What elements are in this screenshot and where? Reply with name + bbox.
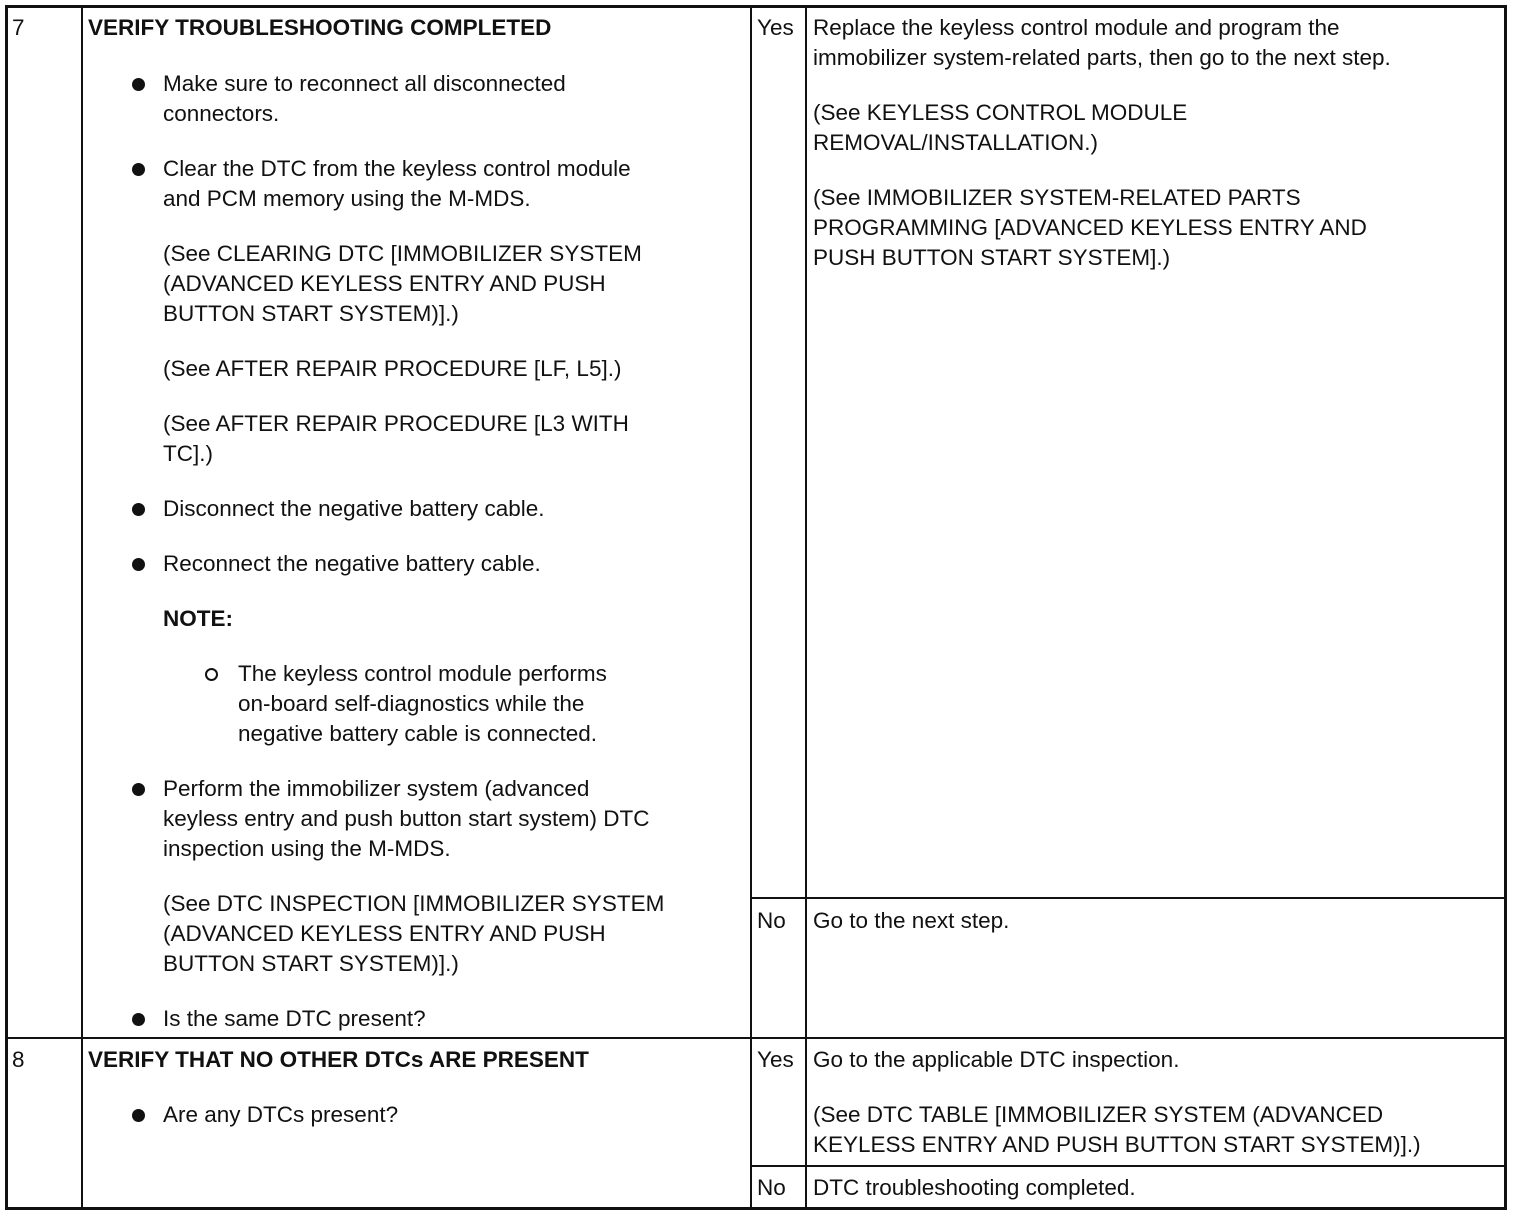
result-text: immobilizer system-related parts, then go to the next step. <box>813 45 1391 70</box>
reference-text: (ADVANCED KEYLESS ENTRY AND PUSH <box>163 921 606 946</box>
reference-text: (See CLEARING DTC [IMMOBILIZER SYSTEM <box>163 241 642 266</box>
answer-label: Yes <box>757 1047 794 1072</box>
action-text: Perform the immobilizer system (advanced <box>163 776 590 801</box>
result-text: (See DTC TABLE [IMMOBILIZER SYSTEM (ADVANCED <box>813 1102 1384 1127</box>
bullet-dot-icon <box>132 503 145 516</box>
reference-text: (See DTC INSPECTION [IMMOBILIZER SYSTEM <box>163 891 665 916</box>
result-text: Go to the next step. <box>813 908 1010 933</box>
result-text: (See KEYLESS CONTROL MODULE <box>813 100 1188 125</box>
bullet-dot-icon <box>132 1109 145 1122</box>
action-text: Reconnect the negative battery cable. <box>163 551 541 576</box>
bullet-dot-icon <box>132 558 145 571</box>
action-text: inspection using the M-MDS. <box>163 836 451 861</box>
bullet-dot-icon <box>132 163 145 176</box>
action-text: Is the same DTC present? <box>163 1006 426 1031</box>
result-divider <box>751 1165 1505 1167</box>
action-text: Clear the DTC from the keyless control module <box>163 156 631 181</box>
answer-label: Yes <box>757 15 794 40</box>
col-divider-answer <box>805 7 807 1208</box>
col-divider-step <box>81 7 83 1208</box>
reference-text: (See AFTER REPAIR PROCEDURE [L3 WITH <box>163 411 629 436</box>
open-bullet-icon <box>205 668 218 681</box>
reference-text: (See AFTER REPAIR PROCEDURE [LF, L5].) <box>163 356 622 381</box>
bullet-dot-icon <box>132 78 145 91</box>
step-number: 8 <box>12 1047 25 1072</box>
action-text: and PCM memory using the M-MDS. <box>163 186 531 211</box>
bullet-dot-icon <box>132 1013 145 1026</box>
action-text: Make sure to reconnect all disconnected <box>163 71 566 96</box>
action-text: negative battery cable is connected. <box>238 721 597 746</box>
action-text: Disconnect the negative battery cable. <box>163 496 545 521</box>
action-text: keyless entry and push button start system) DTC <box>163 806 650 831</box>
result-text: PUSH BUTTON START SYSTEM].) <box>813 245 1171 270</box>
reference-text: BUTTON START SYSTEM)].) <box>163 951 459 976</box>
result-text: (See IMMOBILIZER SYSTEM-RELATED PARTS <box>813 185 1301 210</box>
step-title: VERIFY THAT NO OTHER DTCs ARE PRESENT <box>88 1047 589 1072</box>
action-text: on-board self-diagnostics while the <box>238 691 585 716</box>
action-text: The keyless control module performs <box>238 661 607 686</box>
step-number: 7 <box>12 15 25 40</box>
action-text: connectors. <box>163 101 280 126</box>
action-text: Are any DTCs present? <box>163 1102 399 1127</box>
row-divider <box>7 1037 1505 1039</box>
col-divider-action <box>750 7 752 1208</box>
reference-text: BUTTON START SYSTEM)].) <box>163 301 459 326</box>
result-text: DTC troubleshooting completed. <box>813 1175 1136 1200</box>
result-text: KEYLESS ENTRY AND PUSH BUTTON START SYSTEM)].) <box>813 1132 1421 1157</box>
result-text: Replace the keyless control module and program the <box>813 15 1340 40</box>
result-divider <box>751 897 1505 899</box>
note-label: NOTE: <box>163 606 233 631</box>
result-text: PROGRAMMING [ADVANCED KEYLESS ENTRY AND <box>813 215 1367 240</box>
answer-label: No <box>757 1175 786 1200</box>
result-text: REMOVAL/INSTALLATION.) <box>813 130 1099 155</box>
reference-text: (ADVANCED KEYLESS ENTRY AND PUSH <box>163 271 606 296</box>
reference-text: TC].) <box>163 441 213 466</box>
bullet-dot-icon <box>132 783 145 796</box>
answer-label: No <box>757 908 786 933</box>
step-title: VERIFY TROUBLESHOOTING COMPLETED <box>88 15 552 40</box>
result-text: Go to the applicable DTC inspection. <box>813 1047 1180 1072</box>
